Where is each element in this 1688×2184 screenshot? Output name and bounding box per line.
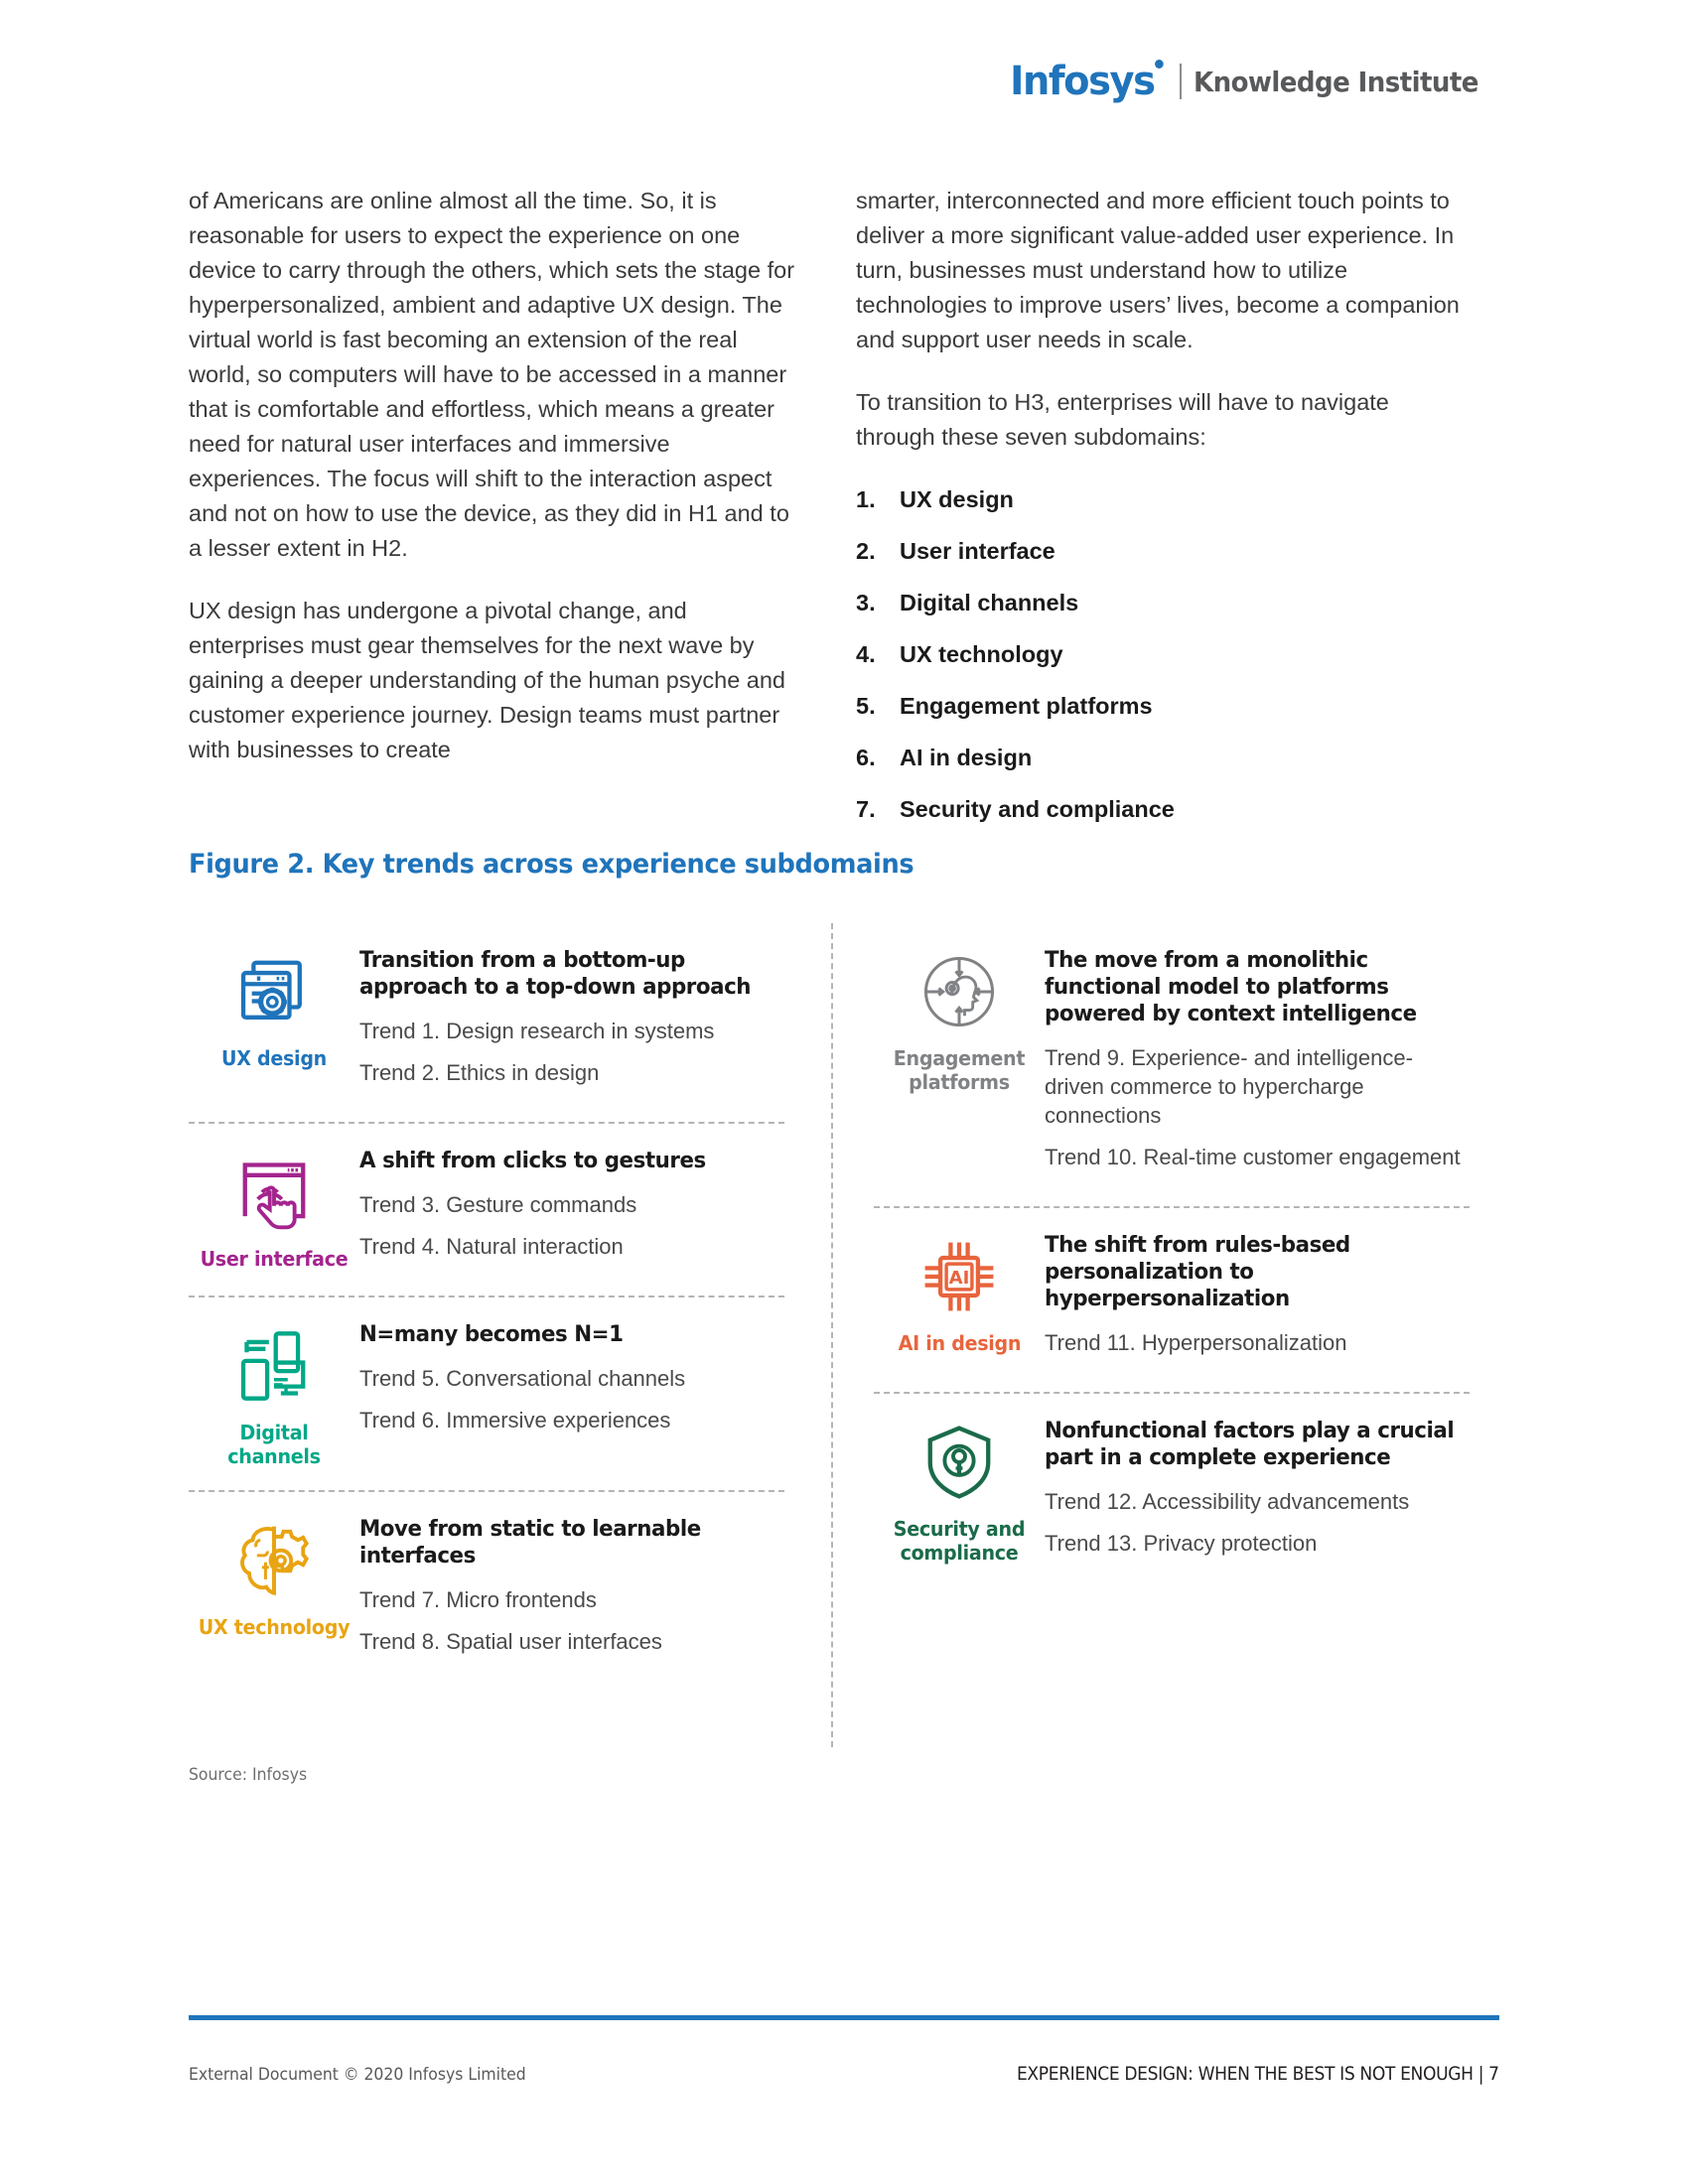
trend-text: Trend 9. Experience- and intelligence-driven commerce to hypercharge connections <box>1045 1045 1413 1128</box>
list-label: Digital channels <box>900 590 1079 615</box>
subdomain-icon-block <box>874 945 1045 1094</box>
subdomain-list <box>856 482 1462 827</box>
subdomain-heading: The shift from rules-based personalization to hyperpersonalization <box>1045 1233 1350 1311</box>
list-number: 5. <box>856 693 876 719</box>
paragraph: To transition to H3, enterprises will have to navigate through these seven subdomains: <box>856 389 1389 450</box>
footer-copyright: External Document © 2020 Infosys Limited <box>189 2065 526 2085</box>
multi-device-icon <box>231 1323 317 1409</box>
subdomain-icon-block <box>874 1230 1045 1355</box>
subdomain-label: Engagement platforms <box>893 1046 1026 1094</box>
subdomain-content <box>1045 945 1470 1184</box>
subdomain-heading: The move from a monolithic functional model to platforms powered by context intelligence <box>1045 948 1417 1026</box>
infosys-knowledge-institute-logo <box>1007 58 1499 105</box>
list-number: 6. <box>856 745 876 770</box>
list-number: 1. <box>856 486 876 512</box>
infosys-wordmark-text: Infosys <box>1010 59 1155 104</box>
browser-windows-gear-icon <box>231 949 317 1034</box>
subdomain-label: AI in design <box>898 1331 1021 1355</box>
ai-chip-icon <box>916 1234 1002 1319</box>
body-right-column <box>856 184 1462 844</box>
trend-text: Trend 12. Accessibility advancements <box>1045 1489 1410 1514</box>
subdomain-icon-block <box>189 945 359 1070</box>
list-label: Security and compliance <box>900 796 1175 822</box>
figure-subdomain-row <box>874 923 1470 1206</box>
trend-text: Trend 13. Privacy protection <box>1045 1531 1318 1556</box>
subdomain-content <box>1045 1230 1470 1370</box>
svg-text:AI: AI <box>948 1267 970 1289</box>
infosys-registered-dot-icon <box>1156 60 1165 68</box>
subdomain-label: User interface <box>200 1247 349 1271</box>
list-number: 4. <box>856 641 876 667</box>
figure-subdomain-row <box>874 1392 1470 1592</box>
subdomain-list-item <box>856 689 1462 724</box>
subdomain-heading: N=many becomes N=1 <box>359 1322 624 1347</box>
list-label: Engagement platforms <box>900 693 1153 719</box>
trend-text: Trend 4. Natural interaction <box>359 1234 624 1259</box>
figure-title: Figure 2. Key trends across experience subdomains <box>189 849 914 880</box>
subdomain-list-item <box>856 637 1462 672</box>
subdomain-list-item <box>856 482 1462 517</box>
trend-text: Trend 8. Spatial user interfaces <box>359 1629 662 1654</box>
list-number: 3. <box>856 590 876 615</box>
figure-left-column <box>189 923 784 1691</box>
trend-text: Trend 1. Design research in systems <box>359 1019 715 1043</box>
figure-subdomain-row <box>189 923 784 1122</box>
subdomain-label: Digital channels <box>227 1421 321 1468</box>
subdomain-label: Security and compliance <box>893 1517 1026 1565</box>
footer-document-title: EXPERIENCE DESIGN: WHEN THE BEST IS NOT ENOUGH | 7 <box>1017 2063 1499 2085</box>
figure-right-column <box>874 923 1470 1592</box>
subdomain-content <box>359 945 784 1100</box>
list-number: 2. <box>856 538 876 564</box>
paragraph: of Americans are online almost all the time. So, it is reasonable for users to expect the experience on one device to carry through the others, which sets the stage for hyperpersonalized, ambient and adaptive UX design. The virtual world is fast becoming an extension of the real world, so computers will have to be accessed in a manner that is comfortable and effortless, which means a greater need for natural user interfaces and immersive experiences. The focus will shift to the interaction aspect and not on how to use the device, as they did in H1 and to a lesser extent in H2. <box>189 188 795 561</box>
hand-tap-browser-icon <box>231 1150 317 1235</box>
trend-text: Trend 11. Hyperpersonalization <box>1045 1330 1347 1355</box>
figure-source: Source: Infosys <box>189 1765 308 1785</box>
subdomain-content <box>1045 1416 1470 1570</box>
logo-divider <box>1180 64 1182 99</box>
subdomain-content <box>359 1514 784 1669</box>
list-number: 7. <box>856 796 876 822</box>
subdomain-icon-block <box>189 1146 359 1271</box>
subdomain-list-item <box>856 741 1462 775</box>
list-label: User interface <box>900 538 1055 564</box>
trend-text: Trend 10. Real-time customer engagement <box>1045 1145 1461 1169</box>
trend-text: Trend 5. Conversational channels <box>359 1366 686 1391</box>
subdomain-heading: Move from static to learnable interfaces <box>359 1517 701 1569</box>
paragraph: smarter, interconnected and more efficient touch points to deliver a more significant value-added user experience. In turn, businesses must understand how to utilize technologies to improve users’ lives, become a companion and support user needs in scale. <box>856 188 1460 352</box>
subdomain-icon-block <box>189 1514 359 1639</box>
body-left-column <box>189 184 794 795</box>
shield-keyhole-icon <box>916 1420 1002 1505</box>
subdomain-label: UX technology <box>198 1615 351 1639</box>
subdomain-icon-block <box>874 1416 1045 1565</box>
list-label: UX design <box>900 486 1014 512</box>
subdomain-heading: A shift from clicks to gestures <box>359 1149 706 1173</box>
trend-text: Trend 3. Gesture commands <box>359 1192 637 1217</box>
figure-center-divider <box>831 923 833 1747</box>
figure-subdomain-row <box>874 1206 1470 1392</box>
subdomain-list-item <box>856 534 1462 569</box>
figure-key-trends <box>189 923 1475 1747</box>
figure-subdomain-row <box>189 1296 784 1490</box>
subdomain-content <box>359 1319 784 1447</box>
footer-rule <box>189 2015 1499 2020</box>
subdomain-heading: Transition from a bottom-up approach to a top-down approach <box>359 948 752 1000</box>
brain-gear-icon <box>231 1518 317 1603</box>
trend-text: Trend 6. Immersive experiences <box>359 1408 671 1433</box>
figure-subdomain-row <box>189 1490 784 1691</box>
subdomain-heading: Nonfunctional factors play a crucial part in a complete experience <box>1045 1419 1455 1470</box>
head-in-circle-arrows-icon <box>916 949 1002 1034</box>
subdomain-icon-block <box>189 1319 359 1468</box>
infosys-wordmark <box>1010 59 1160 104</box>
list-label: AI in design <box>900 745 1033 770</box>
trend-text: Trend 2. Ethics in design <box>359 1060 600 1085</box>
trend-text: Trend 7. Micro frontends <box>359 1587 597 1612</box>
subdomain-content <box>359 1146 784 1274</box>
subdomain-list-item <box>856 586 1462 620</box>
knowledge-institute-wordmark: Knowledge Institute <box>1193 65 1478 98</box>
paragraph: UX design has undergone a pivotal change, and enterprises must gear themselves for the next wave by gaining a deeper understanding of the human psyche and customer experience journey. Design teams must partner with businesses to create <box>189 598 786 762</box>
subdomain-list-item <box>856 792 1462 827</box>
subdomain-label: UX design <box>221 1046 327 1070</box>
list-label: UX technology <box>900 641 1063 667</box>
figure-subdomain-row <box>189 1122 784 1296</box>
